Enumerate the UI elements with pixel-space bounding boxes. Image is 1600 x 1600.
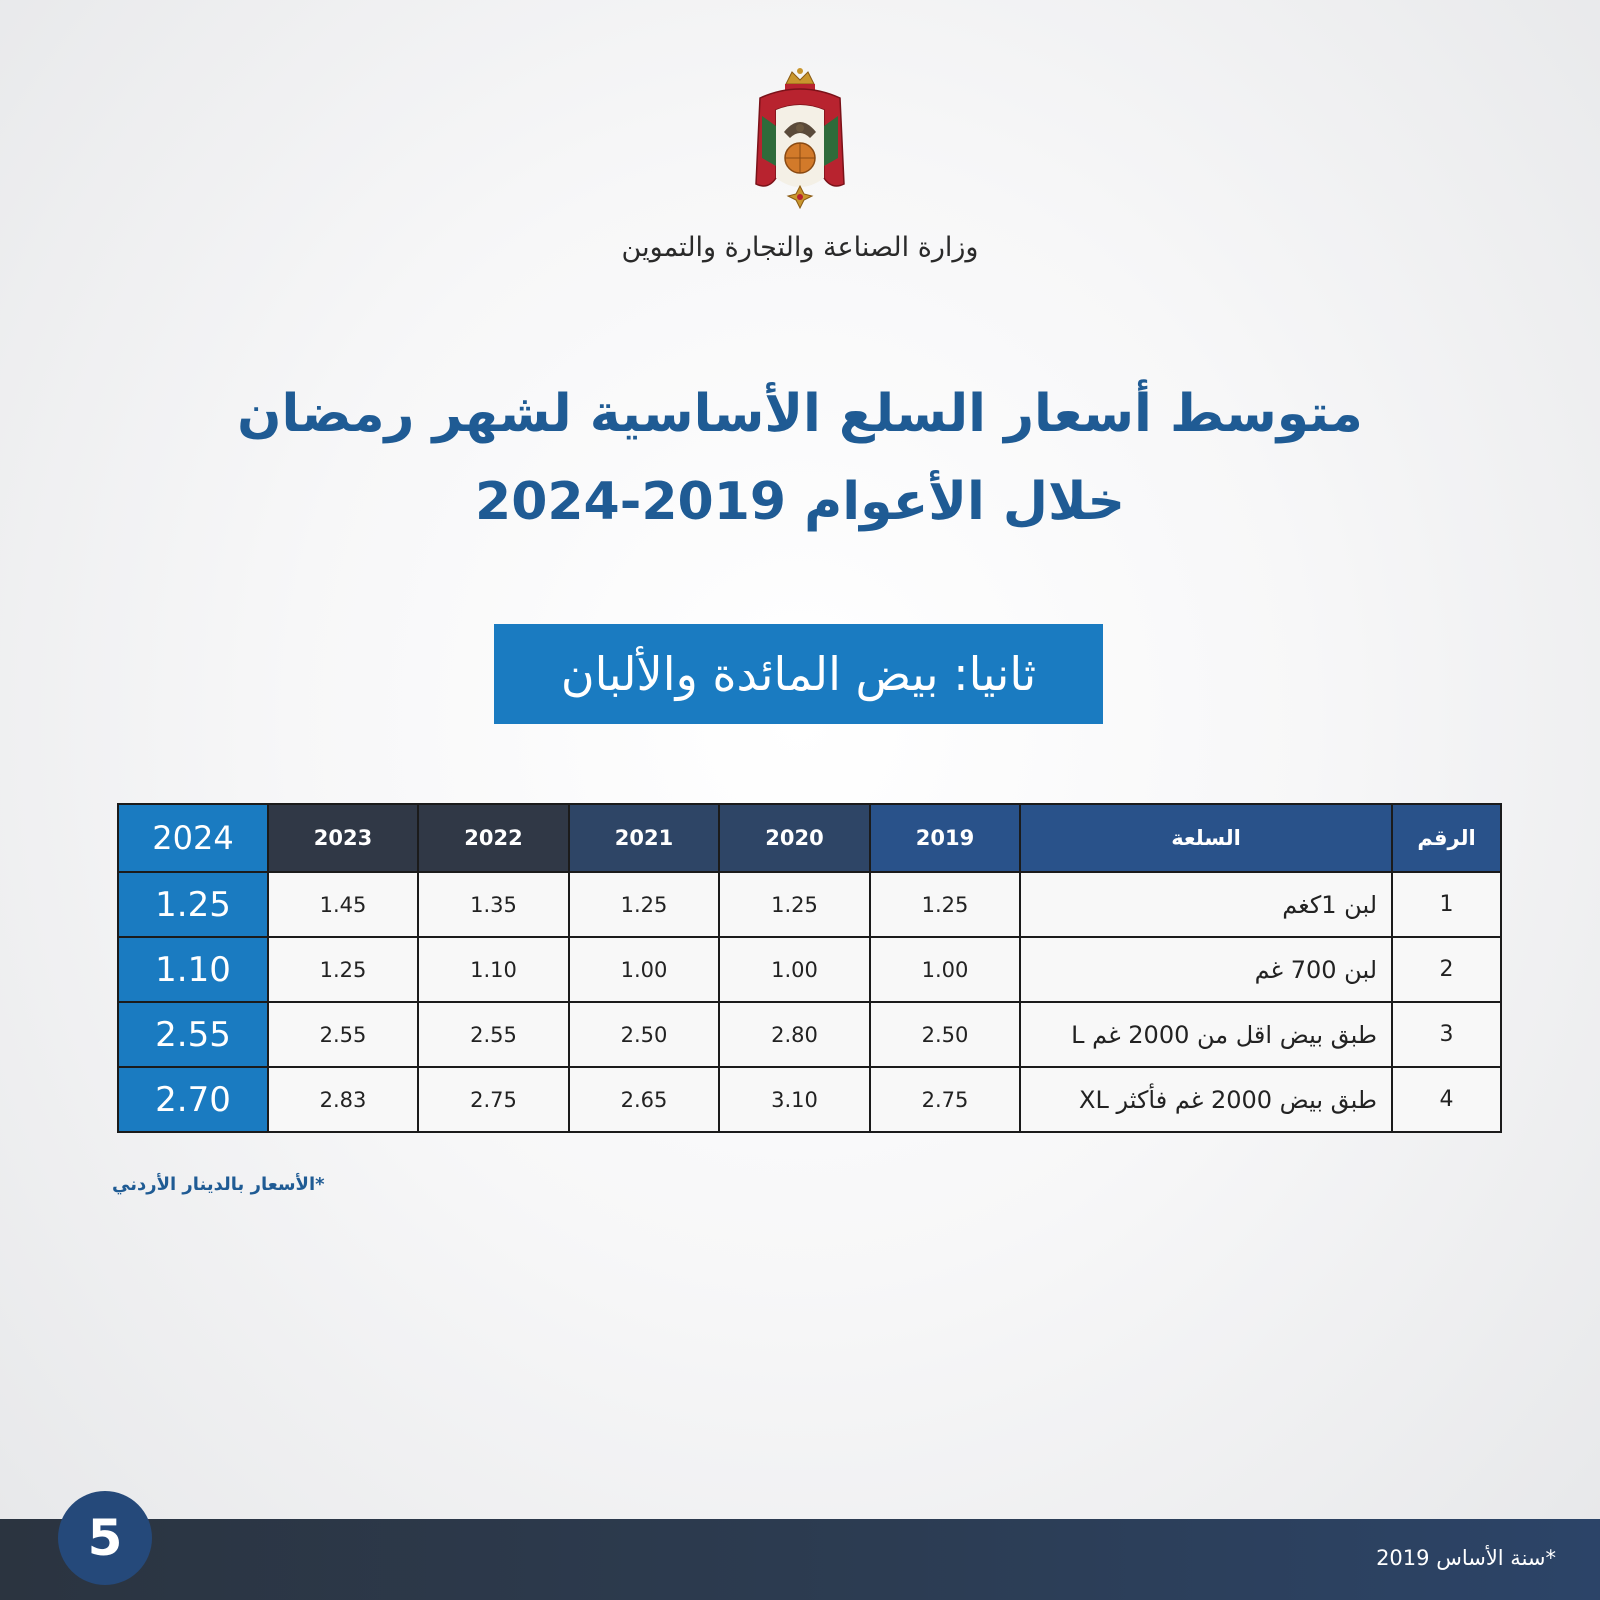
cell-2024: 2.55	[118, 1002, 268, 1067]
cell-2019: 2.50	[870, 1002, 1020, 1067]
cell-2021: 1.00	[569, 937, 719, 1002]
cell-2019: 1.25	[870, 872, 1020, 937]
cell-number: 3	[1392, 1002, 1501, 1067]
section-heading: ثانيا: بيض المائدة والألبان	[494, 624, 1103, 724]
header-2020: 2020	[719, 804, 870, 872]
cell-2019: 2.75	[870, 1067, 1020, 1132]
header-2022: 2022	[418, 804, 569, 872]
title-line-1: متوسط أسعار السلع الأساسية لشهر رمضان	[237, 384, 1363, 444]
cell-2020: 2.80	[719, 1002, 870, 1067]
cell-2023: 1.45	[268, 872, 418, 937]
cell-number: 2	[1392, 937, 1501, 1002]
page-number-badge: 5	[58, 1491, 152, 1585]
cell-2022: 1.35	[418, 872, 569, 937]
table-row	[118, 937, 1501, 1002]
currency-footnote: *الأسعار بالدينار الأردني	[112, 1174, 325, 1195]
cell-2023: 2.83	[268, 1067, 418, 1132]
table-row	[118, 1067, 1501, 1132]
coat-of-arms-emblem	[740, 66, 860, 216]
cell-2024: 2.70	[118, 1067, 268, 1132]
cell-item: لبن 1كغم	[1020, 872, 1392, 937]
cell-2020: 1.25	[719, 872, 870, 937]
cell-2024: 1.25	[118, 872, 268, 937]
cell-2021: 2.65	[569, 1067, 719, 1132]
page-title	[0, 370, 1600, 546]
cell-2024: 1.10	[118, 937, 268, 1002]
cell-number: 4	[1392, 1067, 1501, 1132]
cell-2020: 1.00	[719, 937, 870, 1002]
cell-2022: 2.55	[418, 1002, 569, 1067]
cell-2022: 1.10	[418, 937, 569, 1002]
header-2021: 2021	[569, 804, 719, 872]
cell-2023: 1.25	[268, 937, 418, 1002]
cell-2021: 1.25	[569, 872, 719, 937]
header-2023: 2023	[268, 804, 418, 872]
cell-2019: 1.00	[870, 937, 1020, 1002]
table-row	[118, 1002, 1501, 1067]
ministry-name: وزارة الصناعة والتجارة والتموين	[621, 232, 979, 263]
prices-table	[117, 803, 1502, 1133]
header-2019: 2019	[870, 804, 1020, 872]
cell-2022: 2.75	[418, 1067, 569, 1132]
table-row	[118, 872, 1501, 937]
table-header-row	[118, 804, 1501, 872]
cell-item: طبق بيض اقل من 2000 غم L	[1020, 1002, 1392, 1067]
cell-item: لبن 700 غم	[1020, 937, 1392, 1002]
cell-2020: 3.10	[719, 1067, 870, 1132]
title-line-2: خلال الأعوام 2019-2024	[475, 472, 1125, 532]
base-year-note: *سنة الأساس 2019	[1376, 1546, 1556, 1570]
cell-number: 1	[1392, 872, 1501, 937]
header-number: الرقم	[1392, 804, 1501, 872]
cell-item: طبق بيض 2000 غم فأكثر XL	[1020, 1067, 1392, 1132]
cell-2023: 2.55	[268, 1002, 418, 1067]
footer-bar	[0, 1519, 1600, 1600]
header-item: السلعة	[1020, 804, 1392, 872]
cell-2021: 2.50	[569, 1002, 719, 1067]
header-2024: 2024	[118, 804, 268, 872]
